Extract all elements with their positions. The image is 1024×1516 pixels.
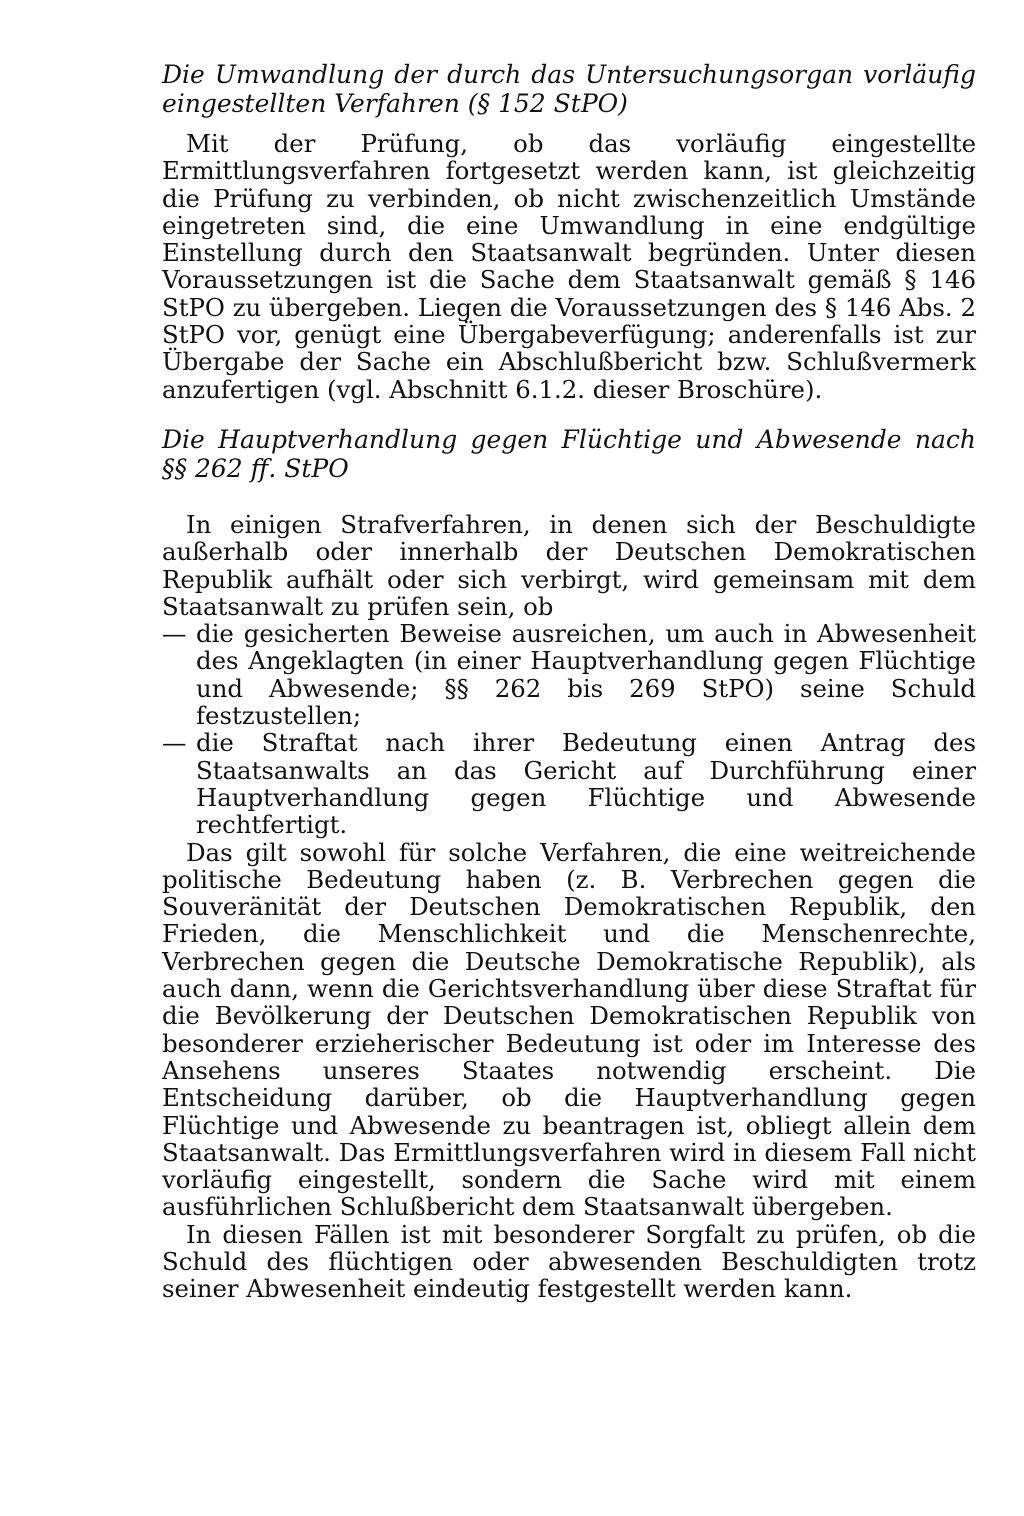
paragraph-sorgfalt: In diesen Fällen ist mit besonderer Sorgfalt zu prüfen, ob die Schuld des flüchtigen oder abwesenden Beschuldigten trotz seiner Abwesenheit eindeutig festgestellt werden kann. <box>162 1219 976 1304</box>
list-item-straftat <box>162 729 976 838</box>
dash-marker: — <box>162 728 187 758</box>
paragraph-umwandlung: Mit der Prüfung, ob das vorläufig eingestellte Ermittlungsverfahren fortgesetzt werden kann, ist gleichzeitig die Prüfung zu verbinden, ob nicht zwischenzeitlich Umstände eingetreten sind, die eine Umwandlung in eine endgültige Einstellung durch den Staatsanwalt begründen. Unter diesen Voraussetzungen ist die Sache dem Staatsanwalt gemäß § 146 StPO zu übergeben. Liegen die Voraussetzungen des § 146 Abs. 2 StPO vor, genügt eine Übergabeverfügung; anderenfalls ist zur Übergabe der Sache ein Abschlußbericht bzw. Schlußvermerk anzufertigen (vgl. Abschnitt 6.1.2. dieser Broschüre). <box>162 129 976 404</box>
document-page <box>162 60 976 1303</box>
dash-marker: — <box>162 619 187 649</box>
section-heading-hauptverhandlung: Die Hauptverhandlung gegen Flüchtige und Abwesende nach §§ 262 ff. StPO <box>162 424 976 483</box>
list-item-beweise <box>162 620 976 729</box>
list-item-text: die Straftat nach ihrer Bedeutung einen Antrag des Staatsanwalts an das Gericht auf Durchführung einer Hauptverhandlung gegen Flüchtige und Abwesende rechtfertigt. <box>196 728 976 840</box>
paragraph-intro-hauptverhandlung: In einigen Strafverfahren, in denen sich der Beschuldigte außerhalb oder innerhalb der Deutschen Demokratischen Republik aufhält oder sich verbirgt, wird gemeinsam mit dem Staatsanwalt zu prüfen sein, ob <box>162 509 976 621</box>
paragraph-bedeutung: Das gilt sowohl für solche Verfahren, die eine weitreichende politische Bedeutung haben (z. B. Verbrechen gegen die Souveränität der Deutschen Demokratischen Republik, den Frieden, die Menschlichkeit und die Menschenrechte, Verbrechen gegen die Deutsche Demokratische Republik), als auch dann, wenn die Gerichtsverhandlung über diese Straftat für die Bevölkerung der Deutschen Demokratischen Republik von besonderer erzieherischer Bedeutung ist oder im Interesse des Ansehens unseres Staates notwendig erscheint. Die Entscheidung darüber, ob die Hauptverhandlung gegen Flüchtige und Abwesende zu beantragen ist, obliegt allein dem Staatsanwalt. Das Ermittlungsverfahren wird in diesem Fall nicht vorläufig eingestellt, sondern die Sache wird mit einem ausführlichen Schlußbericht dem Staatsanwalt übergeben. <box>162 837 976 1222</box>
list-item-text: die gesicherten Beweise ausreichen, um auch in Abwesenheit des Angeklagten (in einer Hauptverhandlung gegen Flüchtige und Abwesende; §§ 262 bis 269 StPO) seine Schuld festzustellen; <box>196 619 976 731</box>
section-heading-umwandlung: Die Umwandlung der durch das Untersuchungsorgan vorläufig eingestellten Verfahren (§ 152 StPO) <box>162 60 976 118</box>
